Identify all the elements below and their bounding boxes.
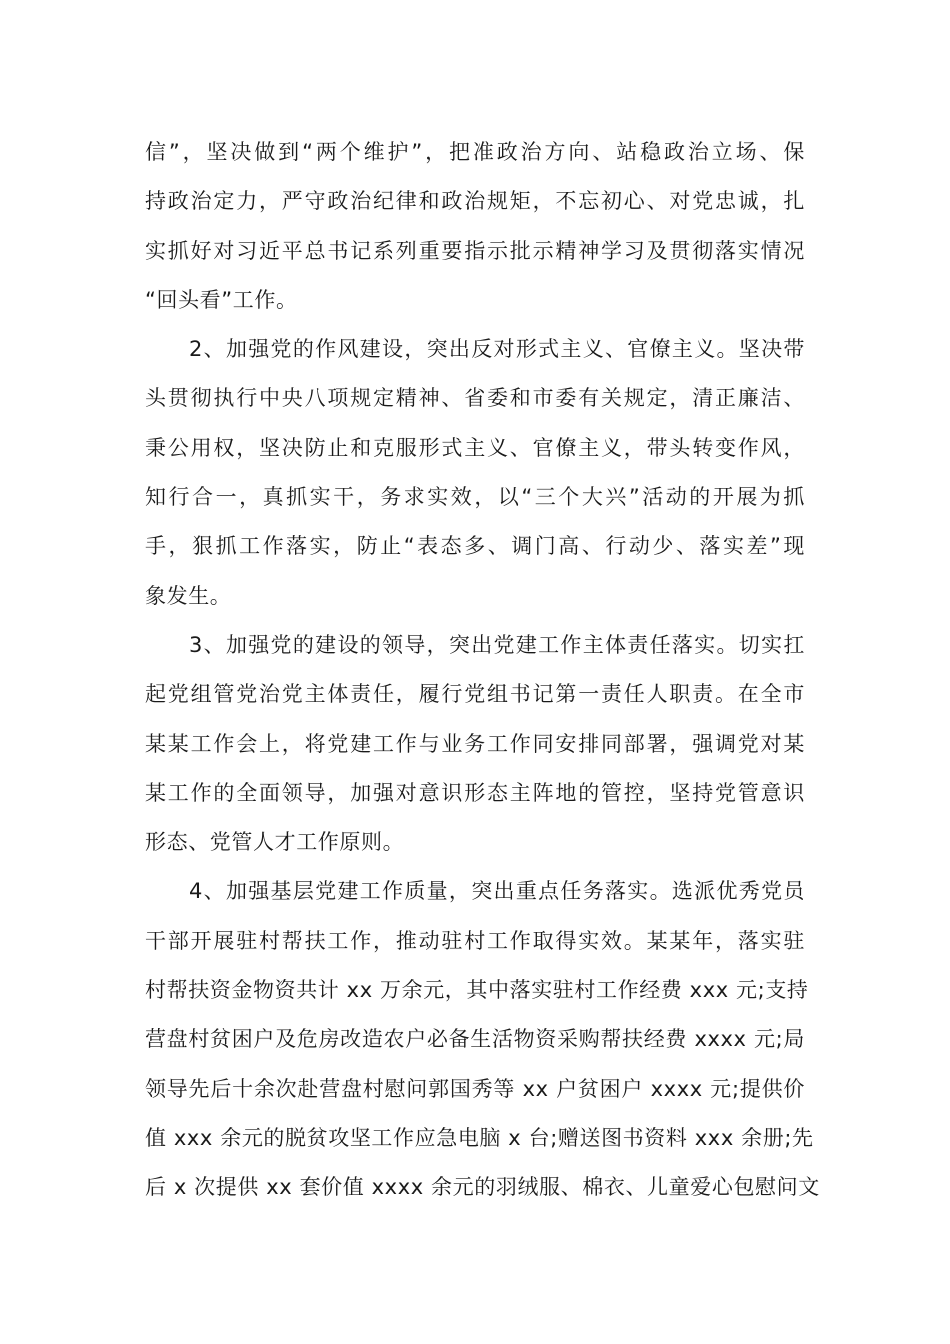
text-line: 起党组管党治党主体责任，履行党组书记第一责任人职责。在全市 xyxy=(145,682,805,707)
text-line: 领导先后十余次赴营盘村慰问郭国秀等 xx 户贫困户 xxxx 元;提供价 xyxy=(145,1076,805,1101)
text-line: 秉公用权，坚决防止和克服形式主义、官僚主义，带头转变作风， xyxy=(145,435,805,460)
text-line: 后 x 次提供 xx 套价值 xxxx 余元的羽绒服、棉衣、儿童爱心包慰问文 xyxy=(145,1175,820,1200)
text-line: 2、加强党的作风建设，突出反对形式主义、官僚主义。坚决带 xyxy=(189,337,805,362)
text-line: 干部开展驻村帮扶工作，推动驻村工作取得实效。某某年，落实驻 xyxy=(145,928,805,953)
text-line: 信”，坚决做到“两个维护”，把准政治方向、站稳政治立场、保 xyxy=(145,140,805,164)
text-line: 某某工作会上，将党建工作与业务工作同安排同部署，强调党对某 xyxy=(145,731,805,756)
paragraph-3 xyxy=(145,621,805,867)
text-line: 形态、党管人才工作原则。 xyxy=(145,830,405,855)
paragraph-2 xyxy=(145,325,805,621)
text-line: 持政治定力，严守政治纪律和政治规矩，不忘初心、对党忠诚，扎 xyxy=(145,189,805,214)
text-line: 村帮扶资金物资共计 xx 万余元，其中落实驻村工作经费 xxx 元;支持 xyxy=(145,978,809,1003)
text-line: 某工作的全面领导，加强对意识形态主阵地的管控，坚持党管意识 xyxy=(145,780,805,805)
text-line: 实抓好对习近平总书记系列重要指示批示精神学习及贯彻落实情况 xyxy=(145,238,805,263)
document-body xyxy=(145,128,820,1213)
text-line: 4、加强基层党建工作质量，突出重点任务落实。选派优秀党员 xyxy=(189,879,805,904)
text-line: 营盘村贫困户及危房改造农户必备生活物资采购帮扶经费 xxxx 元;局 xyxy=(145,1027,805,1052)
text-line: 值 xxx 余元的脱贫攻坚工作应急电脑 x 台;赠送图书资料 xxx 余册;先 xyxy=(145,1125,814,1150)
text-line: “回头看”工作。 xyxy=(145,287,298,312)
paragraph-4 xyxy=(145,867,820,1212)
text-line: 头贯彻执行中央八项规定精神、省委和市委有关规定，清正廉洁、 xyxy=(145,386,805,411)
text-line: 知行合一，真抓实干，务求实效，以“三个大兴”活动的开展为抓 xyxy=(145,485,805,510)
text-line: 手，狠抓工作落实，防止“表态多、调门高、行动少、落实差”现 xyxy=(145,534,805,559)
text-line: 3、加强党的建设的领导，突出党建工作主体责任落实。切实扛 xyxy=(189,632,805,657)
text-line: 象发生。 xyxy=(145,583,232,608)
paragraph-1 xyxy=(145,128,805,325)
